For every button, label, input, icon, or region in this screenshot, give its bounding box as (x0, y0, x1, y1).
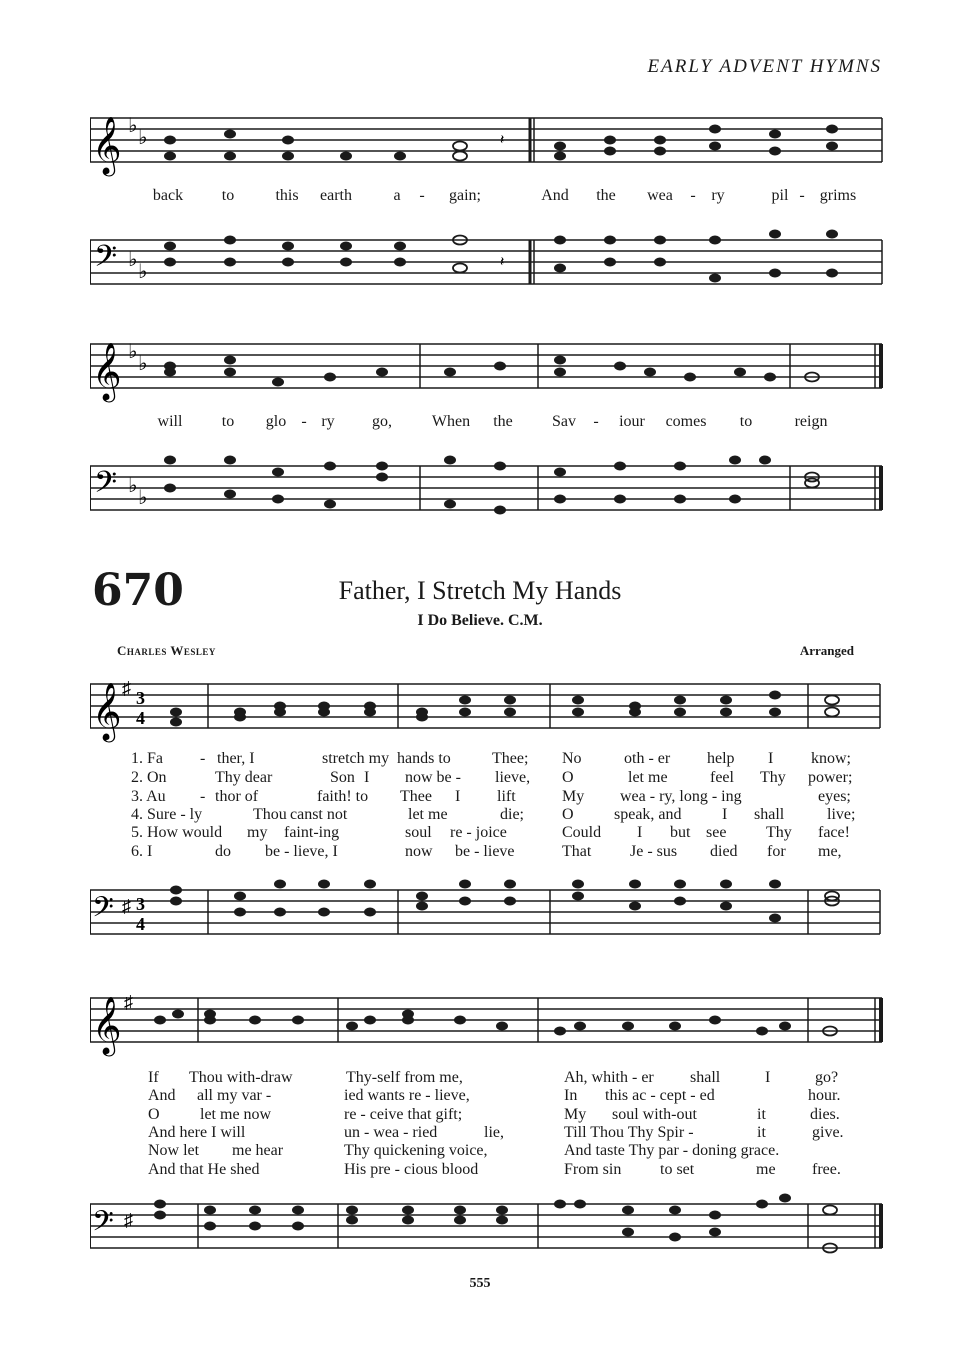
lyric: help (707, 750, 735, 767)
lyric: I (768, 750, 774, 767)
lyric: thor of (215, 788, 259, 805)
lyric: now (405, 843, 433, 860)
lyric: Could (562, 824, 602, 841)
lyric: And here I will (148, 1124, 246, 1141)
lyric: to (739, 413, 753, 430)
system-1-lyrics (0, 187, 960, 207)
svg-text:4: 4 (136, 914, 145, 934)
lyric: Till Thou Thy Spir - (564, 1124, 694, 1141)
page-number: 555 (469, 1276, 491, 1291)
svg-text:𝄞: 𝄞 (92, 682, 122, 740)
lyric: now be - (405, 769, 461, 786)
music-system-4-treble (90, 980, 890, 1060)
lyric: O (562, 769, 574, 786)
stanza-line (0, 806, 960, 826)
lyric: Thy quickening voice, (344, 1142, 488, 1159)
hymn-number: 670 (92, 565, 184, 616)
lyric: His pre - cious blood (344, 1161, 479, 1178)
lyric: ther, I (217, 750, 255, 767)
lyric: ry (711, 187, 725, 204)
lyric: power; (808, 769, 853, 786)
lyric: the (596, 187, 616, 204)
lyric: wea (647, 187, 673, 204)
lyric: for (767, 843, 786, 860)
lyric: hands to (397, 750, 451, 767)
lyric: Thee (400, 788, 432, 805)
lyric: pil (771, 187, 789, 204)
lyric: go, (372, 413, 392, 430)
lyric: give. (812, 1124, 844, 1141)
lyric: iour (619, 413, 645, 430)
lyric: faint-ing (284, 824, 340, 841)
lyric: gain; (449, 187, 481, 204)
lyric: shall (690, 1069, 721, 1086)
lyric: reign (794, 413, 828, 430)
lyric: O (562, 806, 574, 823)
lyric: speak, and (614, 806, 682, 823)
lyric: From sin (564, 1161, 622, 1178)
lyric: - (200, 788, 206, 805)
stanza-line (0, 750, 960, 770)
lyric: do (215, 843, 231, 860)
svg-text:𝄞: 𝄞 (92, 996, 122, 1054)
stanza-line (0, 824, 960, 844)
lyric: My (562, 788, 585, 805)
lyric: 6. I (131, 843, 153, 860)
svg-text:♭: ♭ (128, 249, 138, 271)
lyric: In (564, 1087, 578, 1104)
lyric: And taste Thy par - doning grace. (564, 1142, 780, 1159)
lyric: I (637, 824, 643, 841)
lyric: Thy-self from me, (346, 1069, 463, 1086)
svg-text:♭: ♭ (138, 261, 148, 283)
lyric: Thou (253, 806, 287, 823)
lyric: O (148, 1106, 160, 1123)
lyric: let me now (200, 1106, 272, 1123)
lyric: a (393, 187, 401, 204)
lyric: me, (818, 843, 842, 860)
svg-text:4: 4 (136, 708, 145, 728)
lyric: Ah, whith - er (564, 1069, 654, 1086)
svg-text:♭: ♭ (128, 115, 138, 137)
lyric: - (593, 413, 599, 430)
svg-text:♯: ♯ (124, 992, 133, 1012)
svg-text:𝄞: 𝄞 (92, 342, 122, 400)
svg-text:♭: ♭ (128, 475, 138, 497)
lyric: it (757, 1106, 766, 1123)
lyric: but (670, 824, 691, 841)
lyric: soul (405, 824, 432, 841)
author: Charles Wesley (117, 643, 216, 658)
lyric: let me (408, 806, 448, 823)
lyric: I (765, 1069, 771, 1086)
lyric: 2. On (131, 769, 167, 786)
arranger: Arranged (799, 643, 854, 658)
lyric: live; (827, 806, 856, 823)
svg-text:𝄢: 𝄢 (92, 1205, 114, 1245)
lyric: this ac - cept - ed (605, 1087, 715, 1104)
lyric: glo (265, 413, 287, 430)
lyric: feel (710, 769, 734, 786)
lyric: 5. How would (131, 824, 223, 841)
lyric: my (247, 824, 268, 841)
lyric: Now let (148, 1142, 200, 1159)
lyric: ry (321, 413, 335, 430)
hymn-title: Father, I Stretch My Hands (338, 576, 622, 605)
stanza-line (0, 788, 960, 808)
svg-text:𝄞: 𝄞 (92, 116, 122, 174)
lyric: - (301, 413, 307, 430)
music-system-3-bass (90, 872, 890, 952)
lyric: ied wants re - lieve, (344, 1087, 470, 1104)
lyric: re - joice (450, 824, 507, 841)
lyric: Je - sus (630, 843, 678, 860)
lyric: comes (665, 413, 707, 430)
lyric: Thy (760, 769, 786, 786)
lyric: lieve, (495, 769, 531, 786)
svg-text:♭: ♭ (138, 487, 148, 509)
lyric: 4. Sure - ly (131, 806, 203, 823)
svg-text:𝄢: 𝄢 (94, 466, 118, 507)
lyric: That (562, 843, 592, 860)
lyric: - (200, 750, 206, 767)
lyric: back (152, 187, 184, 204)
tune-name: I Do Believe. C.M. (417, 612, 543, 629)
lyric: me hear (232, 1142, 284, 1159)
svg-text:♭: ♭ (138, 353, 148, 375)
lyric: oth - er (624, 750, 671, 767)
lyric: I (722, 806, 728, 823)
lyric: this (275, 187, 299, 204)
lyric: Thee; (492, 750, 529, 767)
lyric: - (799, 187, 805, 204)
lyric: - (419, 187, 425, 204)
music-system-4-bass (90, 1186, 890, 1266)
lyric: faith! to (317, 788, 369, 805)
lyric: I (364, 769, 370, 786)
svg-text:♭: ♭ (128, 341, 138, 363)
lyric: die; (500, 806, 524, 823)
lyric: 1. Fa (131, 750, 163, 767)
music-system-3-treble (90, 666, 890, 746)
lyric: canst not (290, 806, 348, 823)
stanza-line (0, 1142, 960, 1162)
lyric: No (562, 750, 582, 767)
lyric: died (710, 843, 738, 860)
lyric: all my var - (197, 1087, 272, 1104)
lyric: soul with-out (612, 1106, 697, 1123)
lyric: know; (811, 750, 851, 767)
lyric: let me (628, 769, 668, 786)
lyric: And (148, 1087, 176, 1104)
lyric: stretch my (322, 750, 390, 767)
lyric: - (690, 187, 696, 204)
svg-text:♯: ♯ (124, 1210, 133, 1230)
lyric: hour. (808, 1087, 841, 1104)
lyric: me (756, 1161, 776, 1178)
lyric: free. (812, 1161, 841, 1178)
svg-text:3: 3 (136, 894, 145, 914)
lyric: re - ceive that gift; (344, 1106, 463, 1123)
music-system-1-bass (90, 222, 890, 312)
lyric: lift (497, 788, 516, 805)
svg-text:♯: ♯ (122, 896, 131, 916)
stanza-line (0, 1161, 960, 1181)
music-system-2-bass (90, 448, 890, 538)
svg-text:𝄽: 𝄽 (500, 133, 505, 148)
lyric: it (757, 1124, 766, 1141)
lyric: earth (320, 187, 352, 204)
lyric: And that He shed (148, 1161, 260, 1178)
stanza-line (0, 1106, 960, 1126)
lyric: eyes; (818, 788, 851, 805)
lyric: shall (754, 806, 785, 823)
lyric: to set (660, 1161, 695, 1178)
lyric: see (706, 824, 727, 841)
lyric: And (541, 187, 569, 204)
lyric: to (221, 187, 235, 204)
lyric: dies. (810, 1106, 840, 1123)
lyric: un - wea - ried (344, 1124, 438, 1141)
stanza-line (0, 1069, 960, 1089)
music-system-2-treble (90, 326, 890, 406)
svg-text:𝄽: 𝄽 (500, 255, 505, 270)
lyric: lie, (484, 1124, 504, 1141)
lyric: Son (330, 769, 355, 786)
svg-text:𝄢: 𝄢 (94, 240, 118, 281)
svg-text:3: 3 (136, 688, 145, 708)
stanza-line (0, 769, 960, 789)
lyric: I (455, 788, 461, 805)
lyric: be - lieve (455, 843, 515, 860)
svg-text:♭: ♭ (138, 127, 148, 149)
stanza-line (0, 1087, 960, 1107)
system-2-lyrics (0, 413, 960, 433)
lyric: Sav (552, 413, 576, 430)
lyric: be - lieve, I (265, 843, 338, 860)
lyric: face! (818, 824, 850, 841)
lyric: 3. Au (131, 788, 166, 805)
lyric: My (564, 1106, 587, 1123)
lyric: the (493, 413, 513, 430)
lyric: go? (815, 1069, 839, 1086)
lyric: Thou with-draw (189, 1069, 293, 1086)
lyric: to (221, 413, 235, 430)
lyric: Thy (766, 824, 792, 841)
running-head: EARLY ADVENT HYMNS (647, 56, 882, 77)
lyric: wea - ry, long - ing (620, 788, 742, 805)
stanza-line (0, 1124, 960, 1144)
lyric: If (148, 1069, 159, 1086)
lyric: will (157, 413, 183, 430)
stanza-line (0, 843, 960, 863)
svg-text:𝄢: 𝄢 (92, 891, 114, 931)
lyric: grims (819, 187, 857, 204)
svg-text:♯: ♯ (122, 678, 131, 698)
lyric: When (431, 413, 471, 430)
music-system-1-treble (90, 100, 890, 180)
lyric: Thy dear (215, 769, 273, 786)
